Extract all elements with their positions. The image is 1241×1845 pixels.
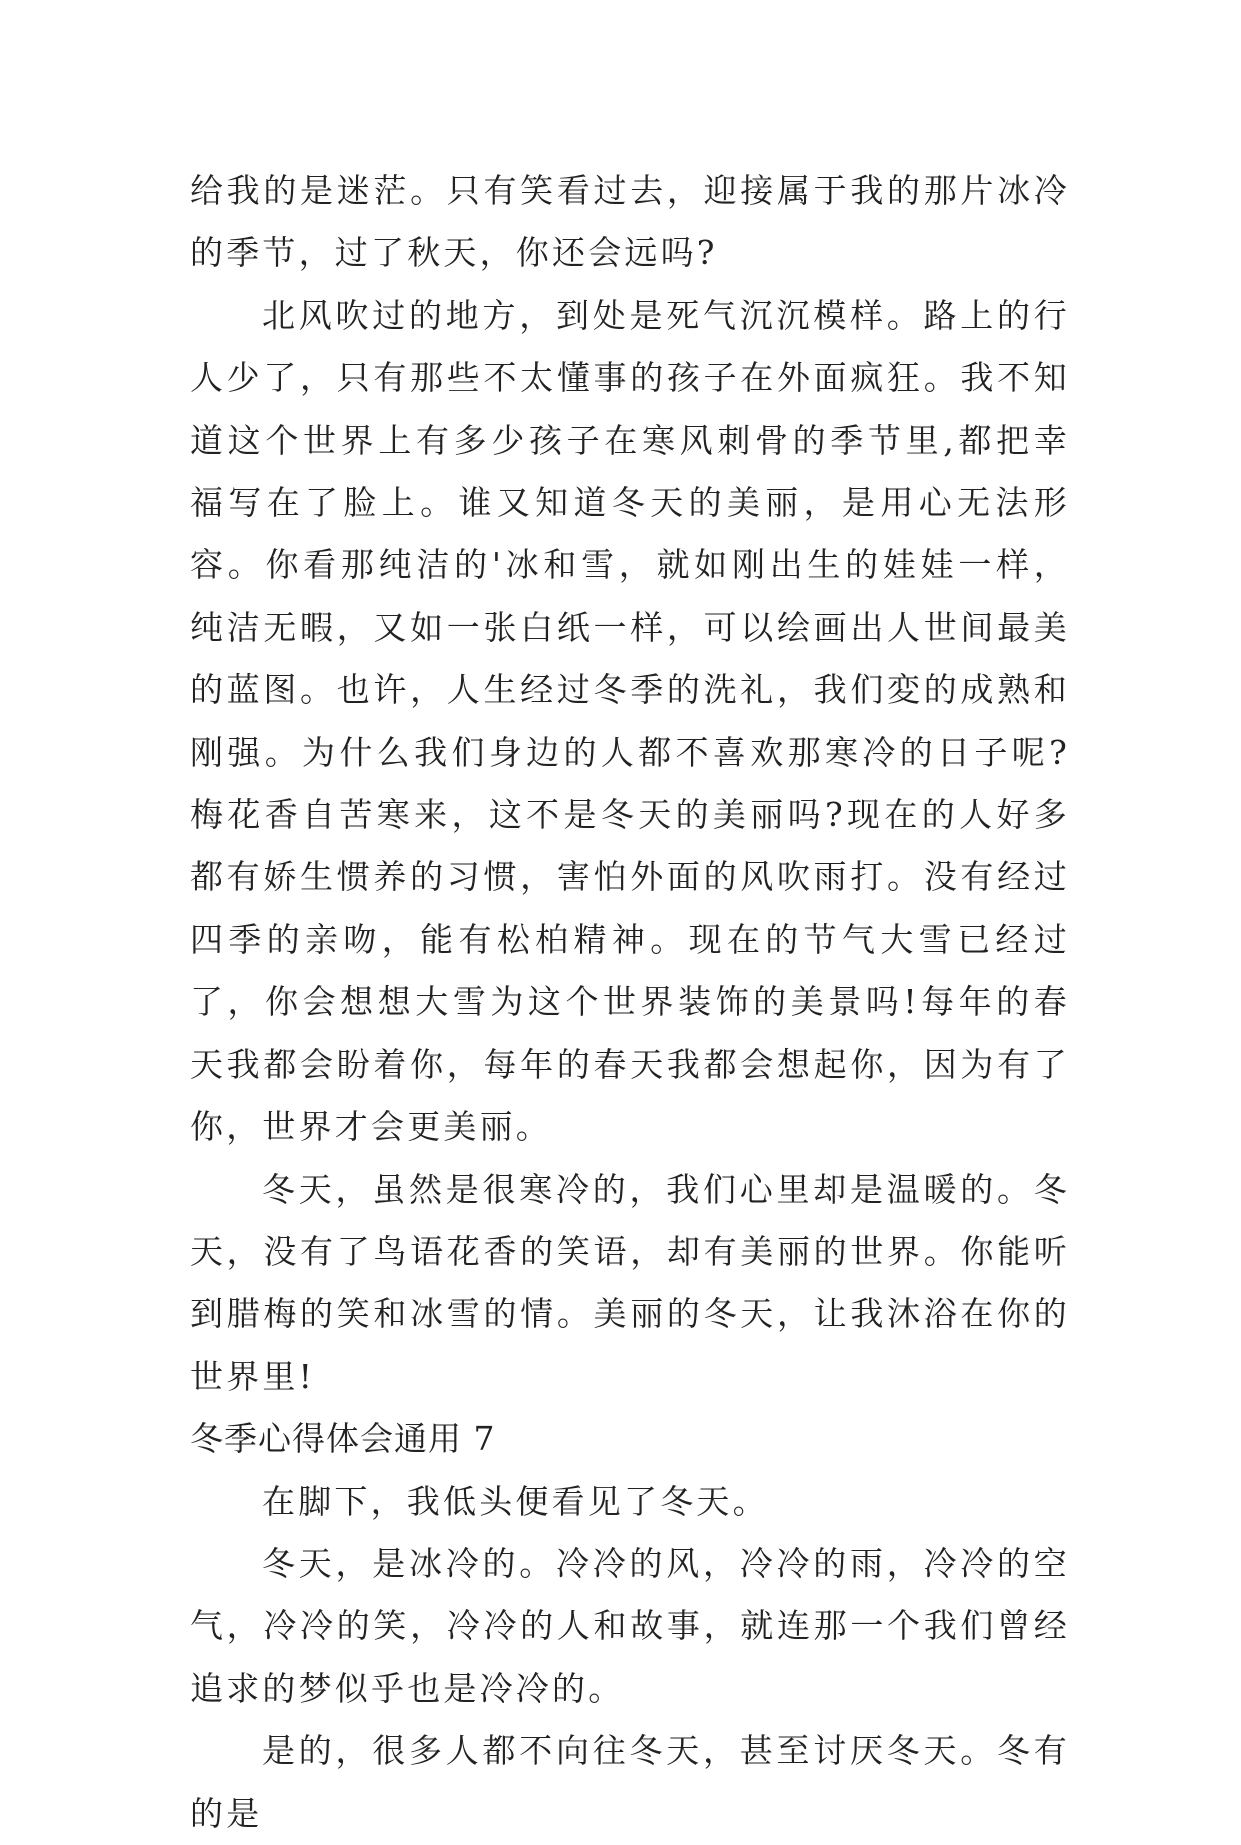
section-heading: 冬季心得体会通用 7 (190, 1419, 496, 1459)
paragraph-underfoot: 在脚下，我低头便看见了冬天。 (262, 1481, 769, 1521)
paragraph-continuation: 给我的是迷茫。只有笑看过去，迎接属于我的那片冰冷的季节，过了秋天，你还会远吗? (190, 171, 1070, 273)
paragraph-north-wind: 北风吹过的地方，到处是死气沉沉模样。路上的行人少了，只有那些不太懂事的孩子在外面疯狂。我不知道这个世界上有多少孩子在寒风刺骨的季节里,都把幸福写在了脸上。谁又知道冬天的美丽，是用心无法形容。你看那纯洁的'冰和雪，就如刚出生的娃娃一样，纯洁无暇，又如一张白纸一样，可以绘画出人世间最美的蓝图。也许，人生经过冬季的洗礼，我们変的成熟和刚强。为什么我们身边的人都不喜欢那寒冷的日子呢?梅花香自苦寒来，这不是冬天的美丽吗?现在的人好多都有娇生惯养的习惯，害怕外面的风吹雨打。没有经过四季的亲吻，能有松柏精神。现在的节气大雪已经过了，你会想想大雪为这个世界装饰的美景吗!每年的春天我都会盼着你，每年的春天我都会想起你，因为有了你，世界才会更美丽。 (190, 295, 1070, 1147)
paragraph-winter-warmth: 冬天，虽然是很寒冷的，我们心里却是温暖的。冬天，没有了鸟语花香的笑语，却有美丽的世界。你能听到腊梅的笑和冰雪的情。美丽的冬天，让我沐浴在你的世界里! (190, 1169, 1070, 1396)
paragraph-dislike-winter: 是的，很多人都不向往冬天，甚至讨厌冬天。冬有的是 (190, 1731, 1070, 1833)
document-body (190, 160, 1070, 1845)
paragraph-cold-winter: 冬天，是冰冷的。冷冷的风，冷冷的雨，冷冷的空气，冷冷的笑，冷冷的人和故事，就连那一个我们曾经追求的梦似乎也是冷冷的。 (190, 1543, 1070, 1708)
